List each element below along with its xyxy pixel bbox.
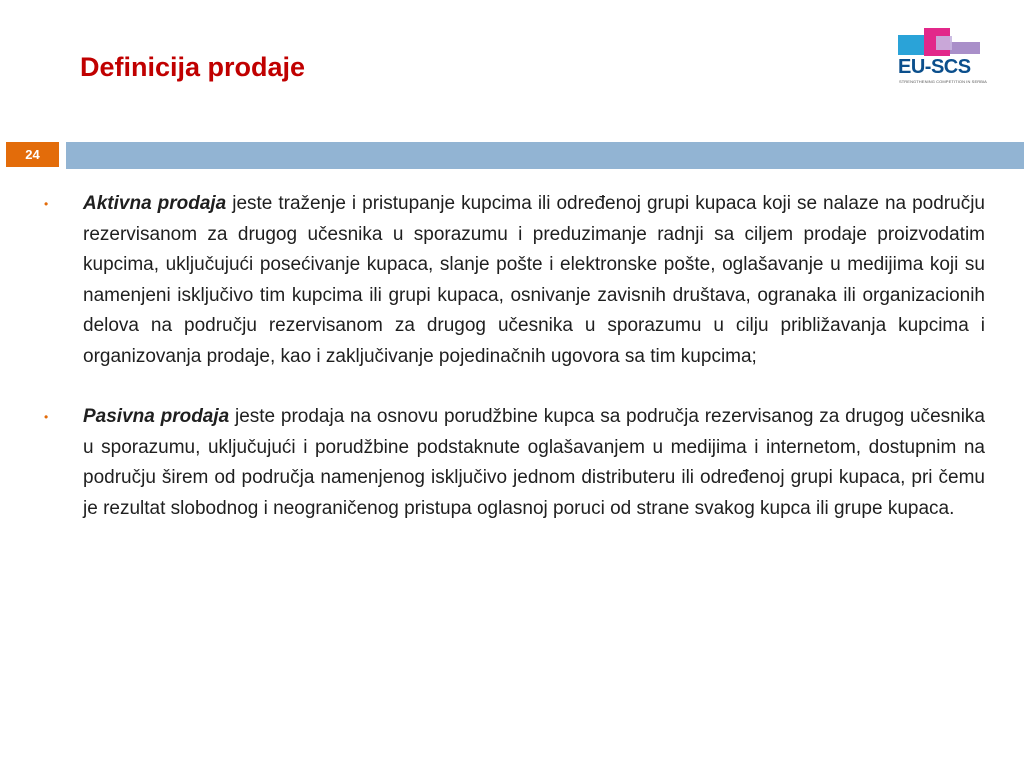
logo-tagline: STRENGTHENING COMPETITION IN SERBIA [899,79,987,84]
logo-block-lilac [936,36,952,50]
term-definition: jeste traženje i pristupanje kupcima ili određenoj grupi kupaca koji se nalaze na području rezervisanom za drugog učesnika u sporazumu i preduzimanje radnji sa ciljem prodaje proizvodatim kupcima, uključujući posećivanje kupaca, slanje pošte i elektronske pošte, oglašavanje u medijima koji su namenjeni isključivo tim kupcima ili grupi kupaca, osnivanje zavisnih društava, ogranaka ili organizacionih delova na području rezervisanom za drugog učesnika u sporazumu u cilju približavanja kupcima i organizovanja prodaje, kao i zaključivanje pojedinačnih ugovora sa tim kupcima; [83,193,985,367]
header-bar-strip [66,142,1024,169]
term-definition: jeste prodaja na osnovu porudžbine kupca sa područja rezervisanog za drugog učesnika u sporazumu, uključujući i porudžbine podstaknute oglašavanjem u medijima i internetom, dostupnim na području širem od područja namenjenog isključivo jednom distributeru ili određenoj grupi kupaca, pri čemu je rezultat slobodnog i neograničenog pristupa oglasnoj poruci od strane svakog kupca ili grupe kupaca. [83,406,985,519]
bullet-item-passive-sales [44,402,985,524]
eu-scs-logo [896,26,987,86]
slide-title: Definicija prodaje [80,52,306,82]
bullet-dot-icon: • [44,410,49,424]
logo-block-purple [950,42,980,54]
bullet-item-active-sales [44,189,985,372]
slide-header-bar [0,142,1024,169]
term-label: Pasivna prodaja [83,406,230,427]
logo-text: EU-SCS [898,56,971,78]
logo-block-blue [898,35,924,55]
slide-content [44,189,985,524]
slide-number: 24 [6,142,59,167]
term-label: Aktivna prodaja [83,193,227,214]
bullet-dot-icon: • [44,197,49,211]
